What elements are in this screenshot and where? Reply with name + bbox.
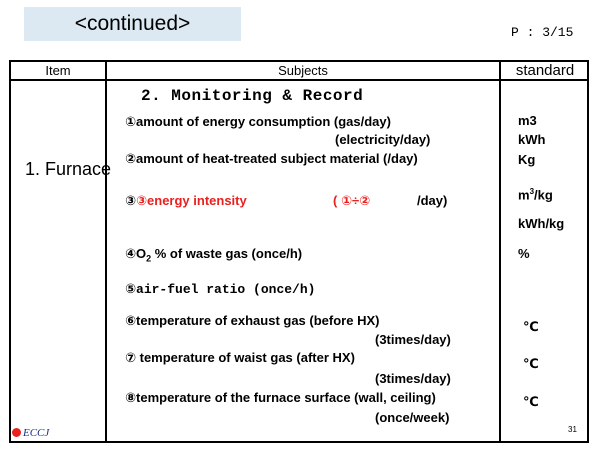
slide-number: 31 <box>568 425 577 434</box>
unit-m3-per-kg <box>518 187 553 202</box>
waist-gas-frequency: (3times/day) <box>375 371 451 386</box>
column-header-item: Item <box>45 63 71 78</box>
item-furnace: 1. Furnace <box>25 159 112 179</box>
eccj-logo <box>12 427 49 439</box>
header-divider <box>11 79 587 81</box>
exhaust-gas-frequency: (3times/day) <box>375 332 451 347</box>
unit-kwh: kWh <box>518 132 546 147</box>
unit-kwh-per-kg: kWh/kg <box>518 216 565 231</box>
slide-title: <continued> <box>24 7 241 41</box>
subject-energy-consumption: ①amount of energy consumption (gas/day) <box>125 114 391 129</box>
column-header-subjects: Subjects <box>278 63 328 78</box>
subject-energy-intensity: ③③energy intensity <box>125 193 247 208</box>
air-fuel-mark: ⑤ <box>125 281 137 296</box>
formula-ratio: ( ①÷② <box>333 193 371 208</box>
unit-m3kg-sup: 3 <box>529 187 535 196</box>
o2-rest: % of waste gas (once/h) <box>151 246 303 261</box>
unit-m3kg-base: m <box>518 187 530 203</box>
subject-exhaust-gas-temp: ⑥temperature of exhaust gas (before HX) <box>125 313 380 328</box>
o2-subscript: 2 <box>146 253 152 264</box>
unit-m3kg-rest: /kg <box>534 187 553 203</box>
unit-m3: m3 <box>518 113 537 128</box>
column-header-standard: standard <box>515 62 575 79</box>
page-indicator: P : 3/15 <box>511 25 574 40</box>
subject-material-amount: ②amount of heat-treated subject material (/day) <box>125 151 418 166</box>
formula-tail: /day) <box>417 193 448 208</box>
unit-kg: Kg <box>518 152 536 167</box>
logo-text: ECCJ <box>23 427 50 439</box>
unit-percent: % <box>518 246 530 261</box>
furnace-surface-frequency: (once/week) <box>375 410 450 425</box>
column-divider-1 <box>105 62 107 441</box>
monitoring-table <box>9 60 589 443</box>
logo-mark-icon <box>12 428 21 437</box>
section-heading: 2. Monitoring & Record <box>141 87 364 105</box>
air-fuel-text: air-fuel ratio (once/h) <box>136 282 316 297</box>
unit-celsius-exhaust: ℃ <box>523 319 539 334</box>
energy-intensity-label: ③energy intensity <box>136 193 247 208</box>
subject-electricity: (electricity/day) <box>335 132 431 147</box>
unit-celsius-waist: ℃ <box>523 356 539 371</box>
subject-air-fuel-ratio <box>125 281 315 297</box>
energy-intensity-formula <box>333 193 370 209</box>
o2-prefix: ④O <box>125 246 147 261</box>
subject-o2-waste-gas <box>125 246 302 264</box>
column-divider-2 <box>499 62 501 441</box>
unit-celsius-surface: ℃ <box>523 394 539 409</box>
subject-waist-gas-temp: ⑦ temperature of waist gas (after HX) <box>125 350 355 365</box>
subject-furnace-surface-temp: ⑧temperature of the furnace surface (wall, ceiling) <box>125 390 436 405</box>
